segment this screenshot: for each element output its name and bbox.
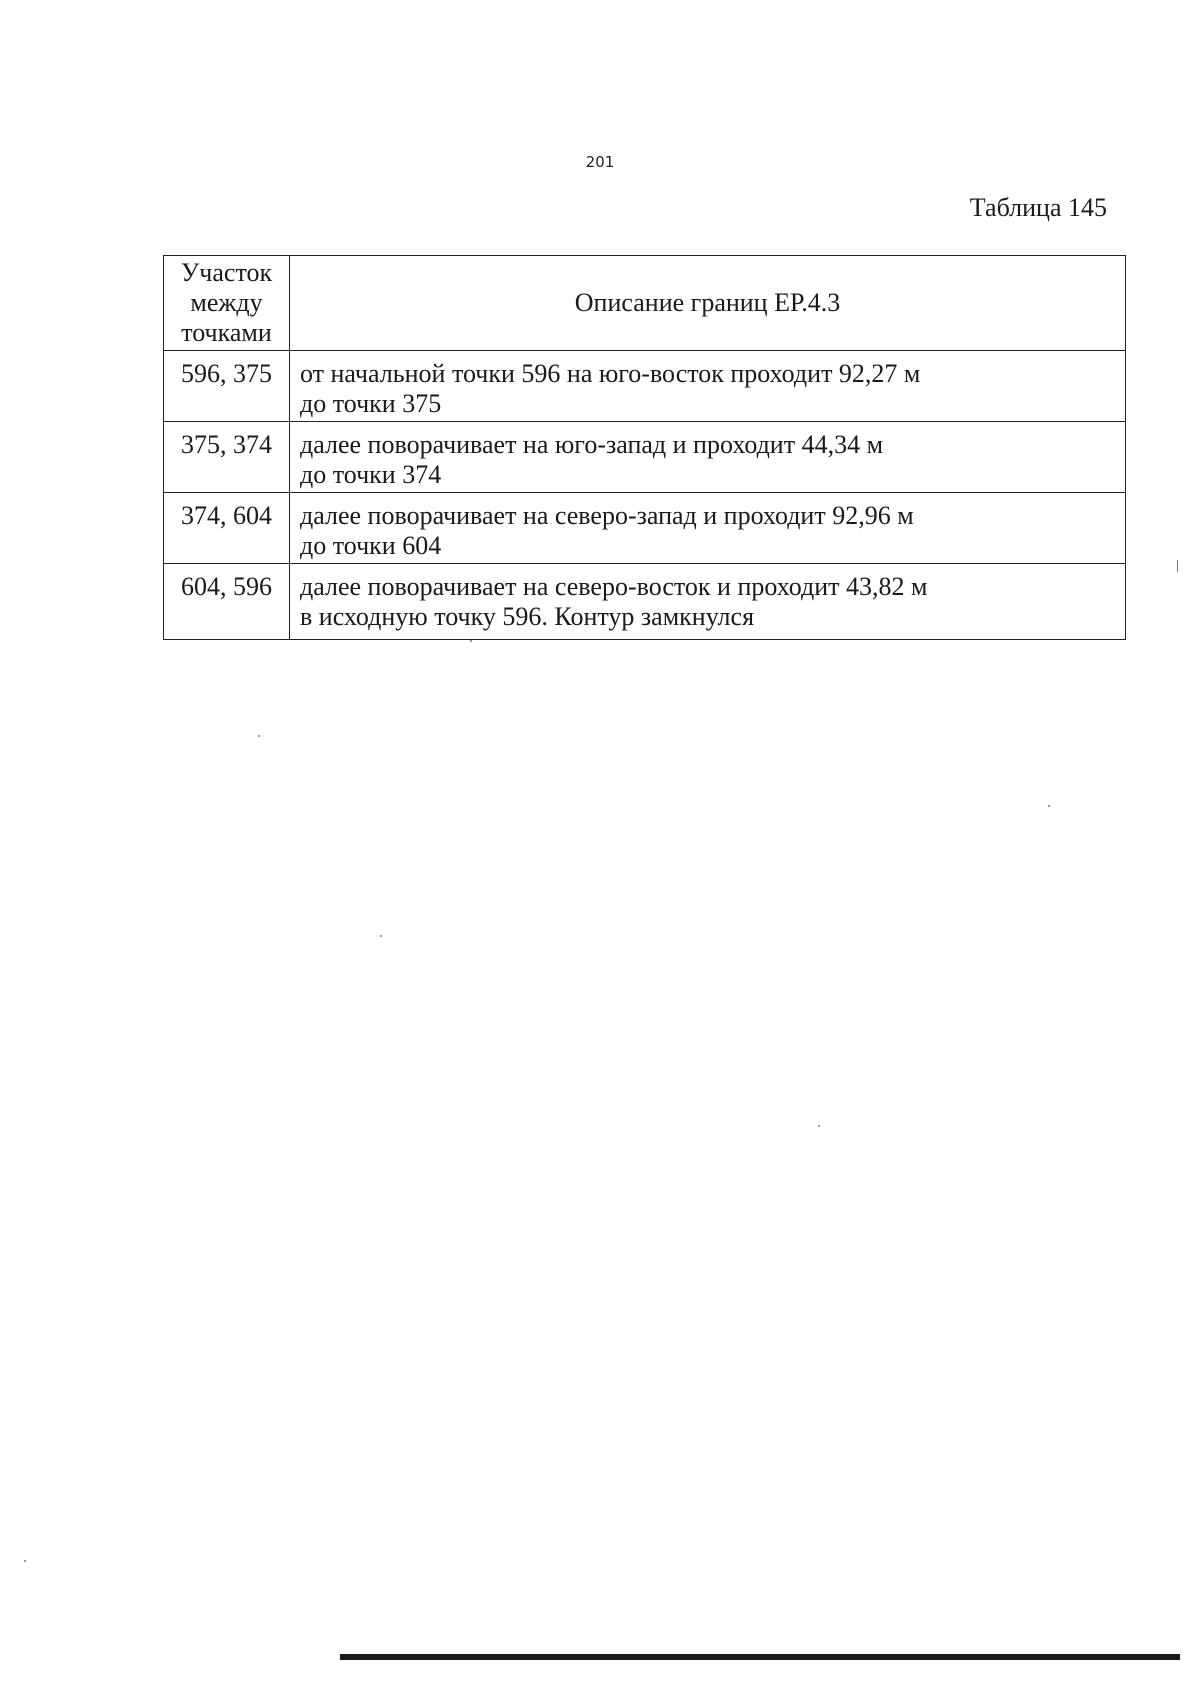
- table-row: [164, 564, 1126, 640]
- description-line: до точки 374: [300, 460, 442, 489]
- description-line: от начальной точки 596 на юго-восток проходит 92,27 м: [300, 359, 921, 388]
- segment-cell: 604, 596: [164, 564, 290, 640]
- boundary-table: [163, 255, 1126, 640]
- table-row: [164, 493, 1126, 564]
- description-line: до точки 604: [300, 531, 442, 560]
- table-row: [164, 351, 1126, 422]
- scan-speck: [818, 1125, 820, 1127]
- header-segment: [164, 256, 290, 351]
- segment-cell: 375, 374: [164, 422, 290, 493]
- segment-cell: 374, 604: [164, 493, 290, 564]
- description-line: в исходную точку 596. Контур замкнулся: [300, 602, 755, 631]
- header-description: Описание границ ЕР.4.3: [290, 256, 1126, 351]
- scan-speck: [470, 640, 472, 642]
- header-segment-line: между: [190, 288, 263, 317]
- description-line: далее поворачивает на северо-восток и проходит 43,82 м: [300, 572, 928, 601]
- table-header-row: [164, 256, 1126, 351]
- header-segment-line: Участок: [180, 258, 273, 287]
- description-line: до точки 375: [300, 389, 442, 418]
- scan-speck: [1177, 560, 1178, 572]
- description-line: далее поворачивает на северо-запад и проходит 92,96 м: [300, 501, 914, 530]
- table-caption: Таблица 145: [969, 193, 1107, 222]
- bottom-scan-line: [340, 1654, 1180, 1660]
- description-cell: [290, 351, 1126, 422]
- scan-speck: [24, 1560, 26, 1562]
- description-cell: [290, 422, 1126, 493]
- description-line: далее поворачивает на юго-запад и проходит 44,34 м: [300, 430, 884, 459]
- page-number: 201: [585, 153, 615, 171]
- description-cell: [290, 564, 1126, 640]
- segment-cell: 596, 375: [164, 351, 290, 422]
- table-row: [164, 422, 1126, 493]
- scan-speck: [258, 735, 260, 737]
- description-cell: [290, 493, 1126, 564]
- scan-speck: [1048, 805, 1050, 807]
- header-segment-line: точками: [181, 318, 272, 347]
- scan-speck: [380, 935, 382, 937]
